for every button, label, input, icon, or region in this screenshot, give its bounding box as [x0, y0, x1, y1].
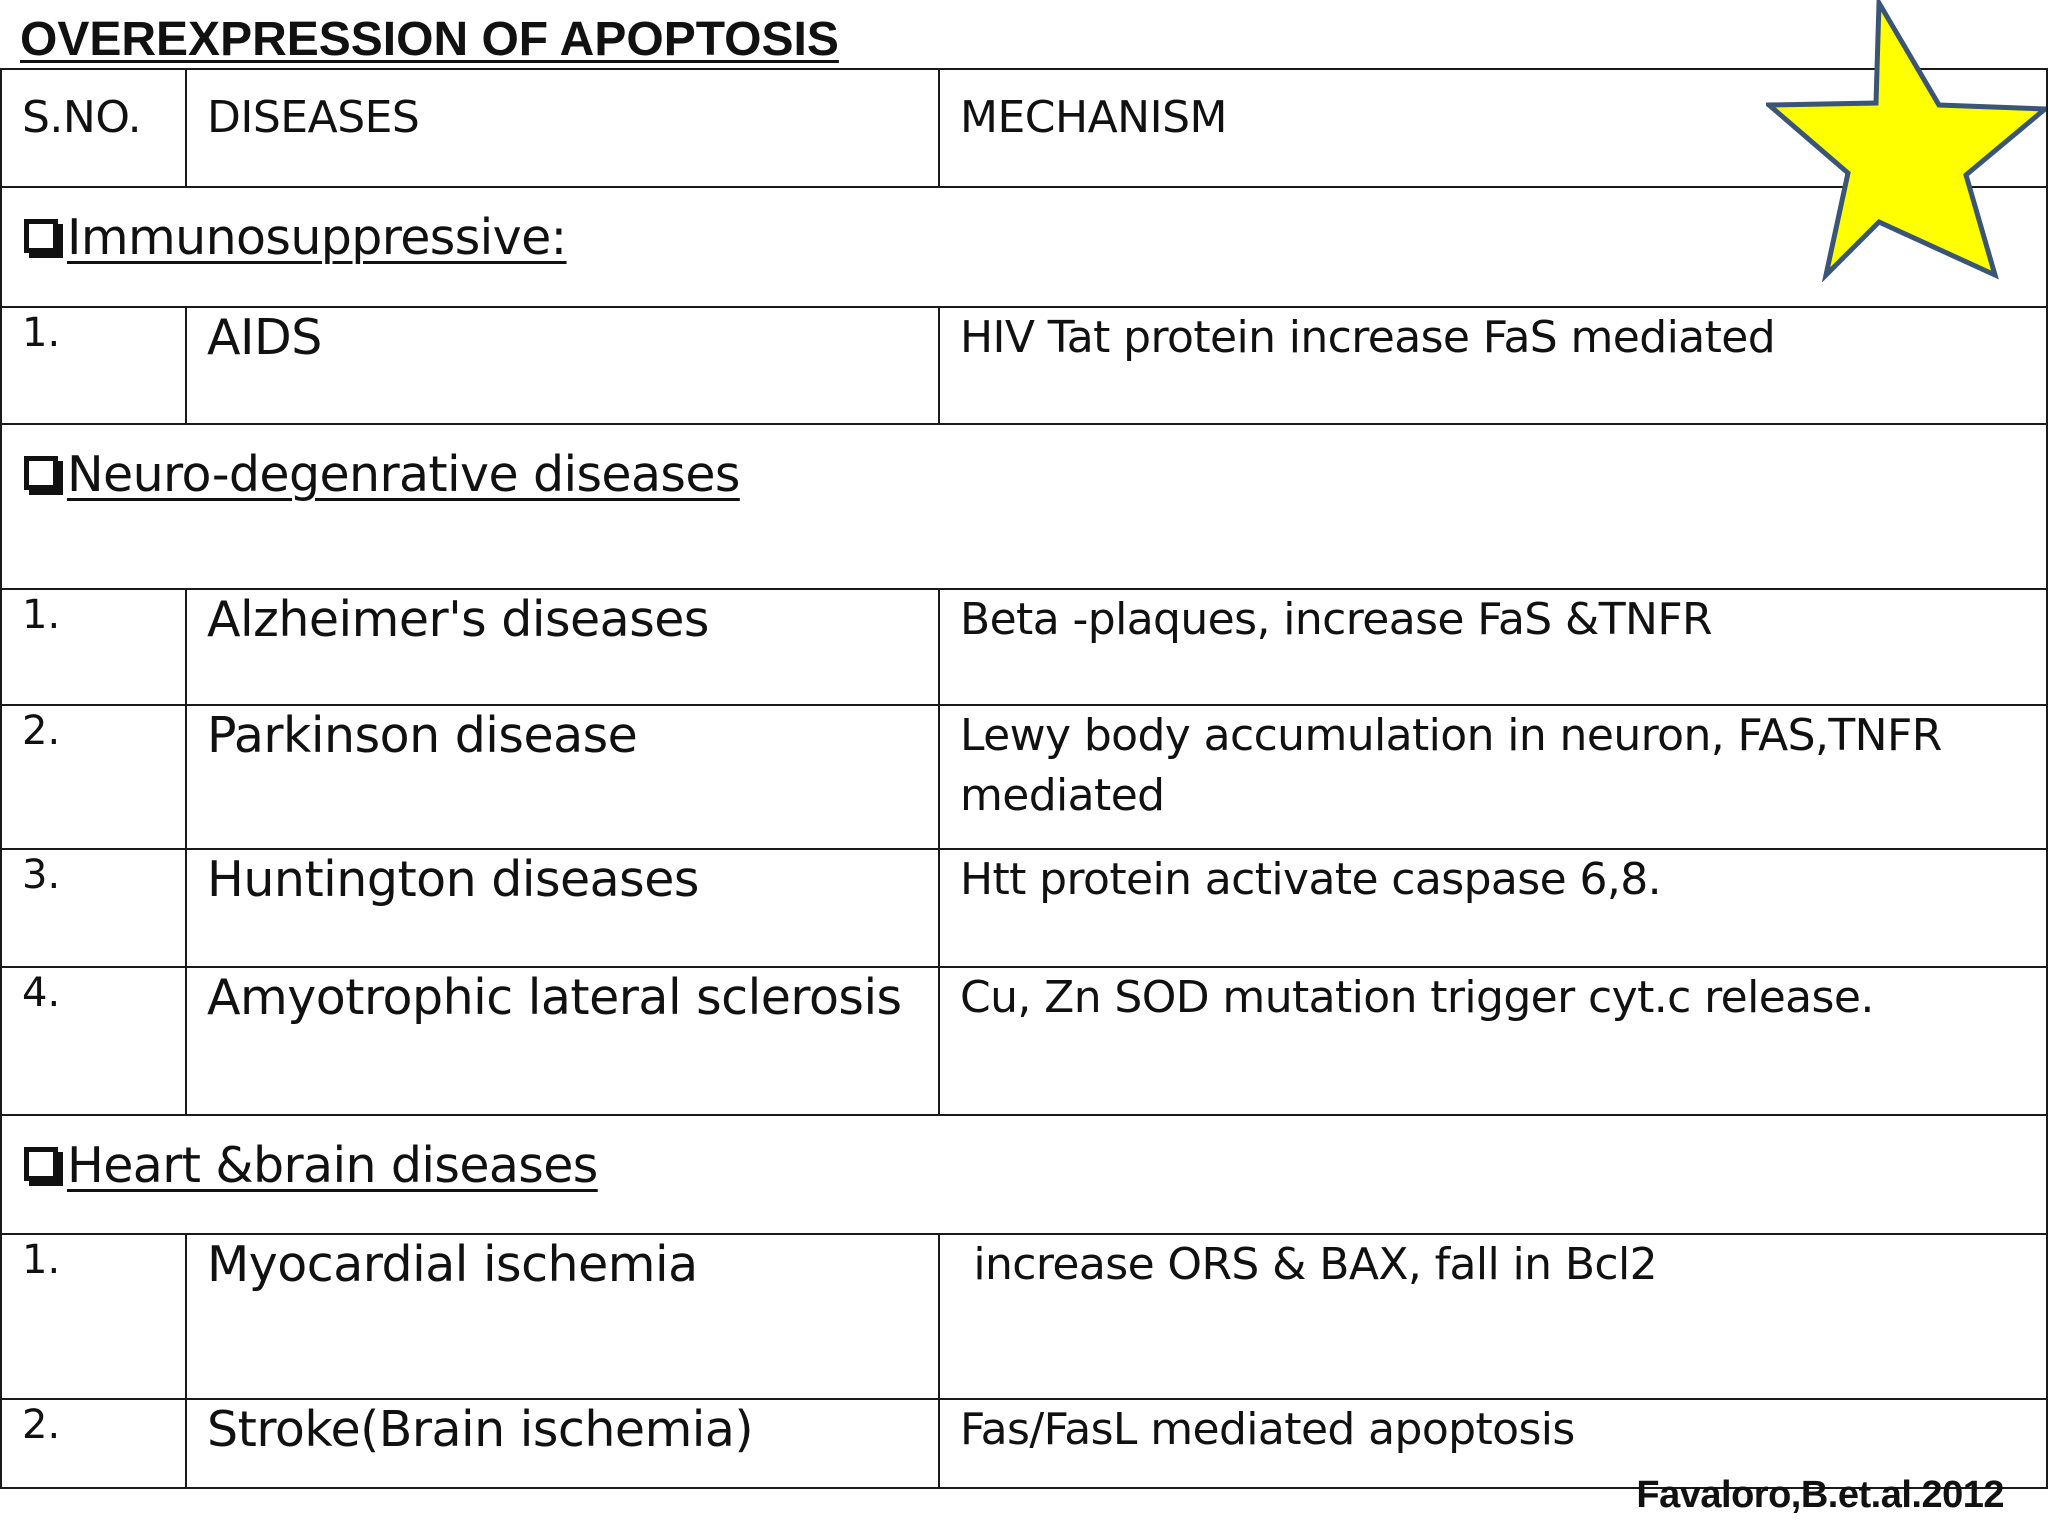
mechanism-text: Lewy body accumulation in neuron, FAS,TNFR mediated [939, 705, 2047, 849]
table-row [1, 705, 2047, 849]
section-row-heart-brain [1, 1115, 2047, 1234]
table-row [1, 967, 2047, 1115]
mechanism-text: Cu, Zn SOD mutation trigger cyt.c release. [939, 967, 2047, 1115]
row-number: 1. [1, 1234, 186, 1399]
table-header-row [1, 69, 2047, 187]
section-label: Immunosuppressive: [67, 209, 567, 266]
mechanism-text: Htt protein activate caspase 6,8. [939, 849, 2047, 967]
section-row-neuro-degenerative [1, 424, 2047, 589]
disease-name: Stroke(Brain ischemia) [186, 1399, 939, 1488]
disease-name: Parkinson disease [186, 705, 939, 849]
table-row [1, 849, 2047, 967]
star-icon [1766, 0, 2046, 282]
mechanism-text: Beta -plaques, increase FaS &TNFR [939, 589, 2047, 705]
section-label: Heart &brain diseases [67, 1137, 598, 1194]
table-row [1, 589, 2047, 705]
disease-name: AIDS [186, 307, 939, 424]
disease-name: Alzheimer's diseases [186, 589, 939, 705]
disease-name: Myocardial ischemia [186, 1234, 939, 1399]
row-number: 1. [1, 589, 186, 705]
mechanism-text: Fas/FasL mediated apoptosis [939, 1399, 2047, 1488]
checkbox-icon [24, 456, 58, 490]
table-row [1, 1234, 2047, 1399]
row-number: 3. [1, 849, 186, 967]
mechanism-text: increase ORS & BAX, fall in Bcl2 [939, 1234, 2047, 1399]
row-number: 2. [1, 705, 186, 849]
mechanism-text: HIV Tat protein increase FaS mediated [939, 307, 2047, 424]
apoptosis-table [0, 68, 2048, 1489]
disease-name: Huntington diseases [186, 849, 939, 967]
row-number: 2. [1, 1399, 186, 1488]
column-header-diseases: DISEASES [186, 69, 939, 187]
star-shape [1769, 3, 2045, 275]
column-header-mechanism: MECHANISM [939, 69, 2047, 187]
page-title: OVEREXPRESSION OF APOPTOSIS [20, 13, 839, 66]
disease-name: Amyotrophic lateral sclerosis [186, 967, 939, 1115]
section-label: Neuro-degenrative diseases [67, 446, 740, 503]
checkbox-icon [24, 219, 58, 253]
column-header-sno: S.NO. [1, 69, 186, 187]
section-row-immunosuppressive [1, 187, 2047, 307]
checkbox-icon [24, 1147, 58, 1181]
citation: Favaloro,B.et.al.2012 [1636, 1474, 2004, 1516]
row-number: 4. [1, 967, 186, 1115]
table-row [1, 307, 2047, 424]
row-number: 1. [1, 307, 186, 424]
